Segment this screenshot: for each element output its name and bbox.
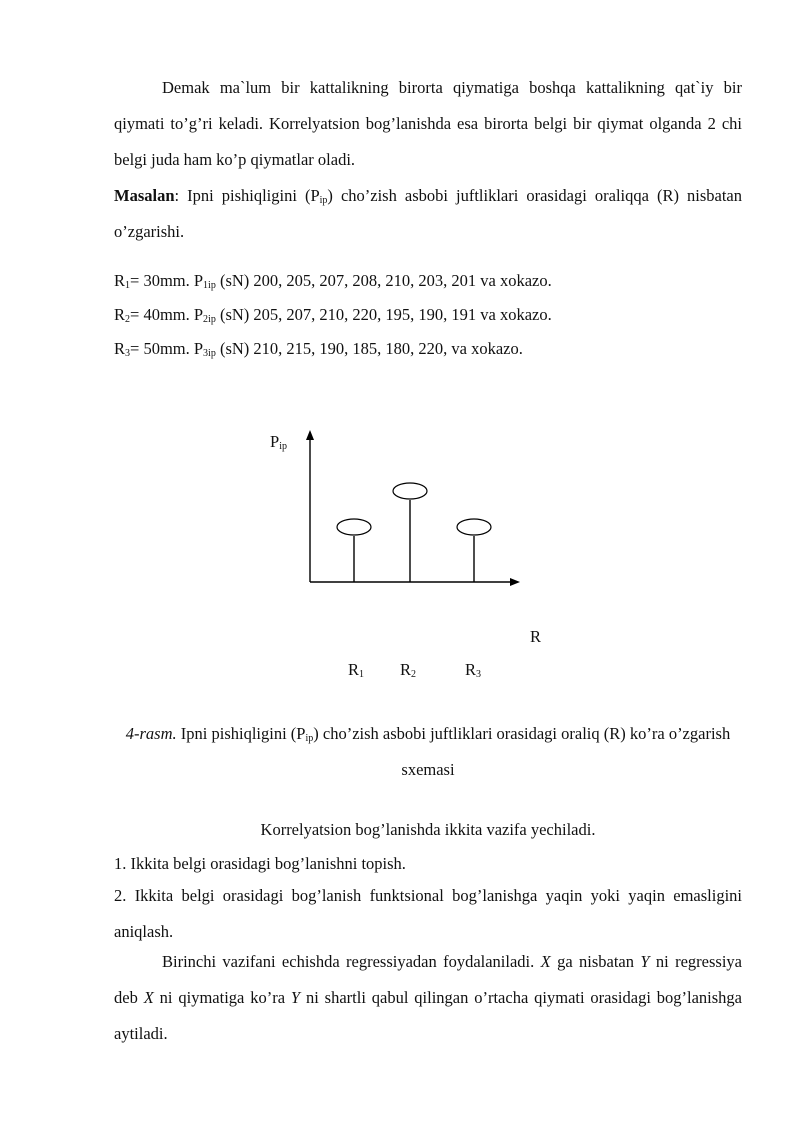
- intro-paragraph: Demak ma`lum bir kattalikning birorta qiymatiga boshqa kattalikning qat`iy bir qiymati to’g’ri keladi. Korrelyatsion bog’lanishda esa birorta belgi bir qiymat olganda 2 chi belgi juda ham ko’p qiymatlar oladi. Masalan: Ipni pishiqligini $(P_{ip})$ cho’zish asbobi juftliklari orasidagi oraliqqa (R) nisbatan o’zgarishi.: [114, 78, 742, 241]
- figure-caption: 4-rasm. Ipni pishiqligini $(P_{ip})$ cho’zish asbobi juftliklari orasidagi oraliq (R) ko’ra o’zgarish sxemasi: [125, 724, 731, 779]
- y-axis-label: $P_{ip}$: [270, 432, 287, 452]
- data-line-r3: $R_3= 50mm$. $P_{3ip}$ (sN) 210, 215, 190, 185, 180, 220, va xokazo.: [114, 339, 523, 359]
- data-line-r1: $R_1= 30mm$. $P_{1ip}$ (sN) 200, 205, 207, 208, 210, 203, 201 va xokazo.: [114, 271, 552, 291]
- data-line-r2: $R_2= 40mm$. $P_{2ip}$ (sN) 205, 207, 210, 220, 195, 190, 191 va xokazo.: [114, 305, 552, 325]
- value-cluster-r3: [457, 519, 491, 535]
- figure-number: 4-rasm.: [125, 724, 177, 743]
- value-cluster-r1: [337, 519, 371, 535]
- value-cluster-r2: [393, 483, 427, 499]
- example-label: Masalan: [114, 186, 175, 205]
- stem-label-r1: $R_1$: [348, 660, 365, 680]
- section-heading: Korrelyatsion bog’lanishda ikkita vazifa yechiladi.: [260, 820, 596, 839]
- x-axis-arrow: [510, 578, 520, 586]
- list-item-1: 1. Ikkita belgi orasidagi bog’lanishni topish.: [114, 854, 406, 873]
- x-axis-label: R: [530, 627, 542, 646]
- stem-label-r2: $R_2$: [400, 660, 417, 680]
- regression-paragraph: Birinchi vazifani echishda regressiyadan foydalaniladi. X ga nisbatan Y ni regressiya deb X ni qiymatiga ko’ra Y ni shartli qabul qilingan o’rtacha qiymati orasidagi bog’lanishga aytiladi.: [114, 952, 743, 1043]
- correlation-diagram: [280, 420, 540, 600]
- y-axis-arrow: [306, 430, 314, 440]
- list-item-2: 2. Ikkita belgi orasidagi bog’lanish funktsional bog’lanishga yaqin yoki yaqin emasligini aniqlash.: [114, 886, 742, 941]
- stem-label-r3: $R_3$: [465, 660, 482, 680]
